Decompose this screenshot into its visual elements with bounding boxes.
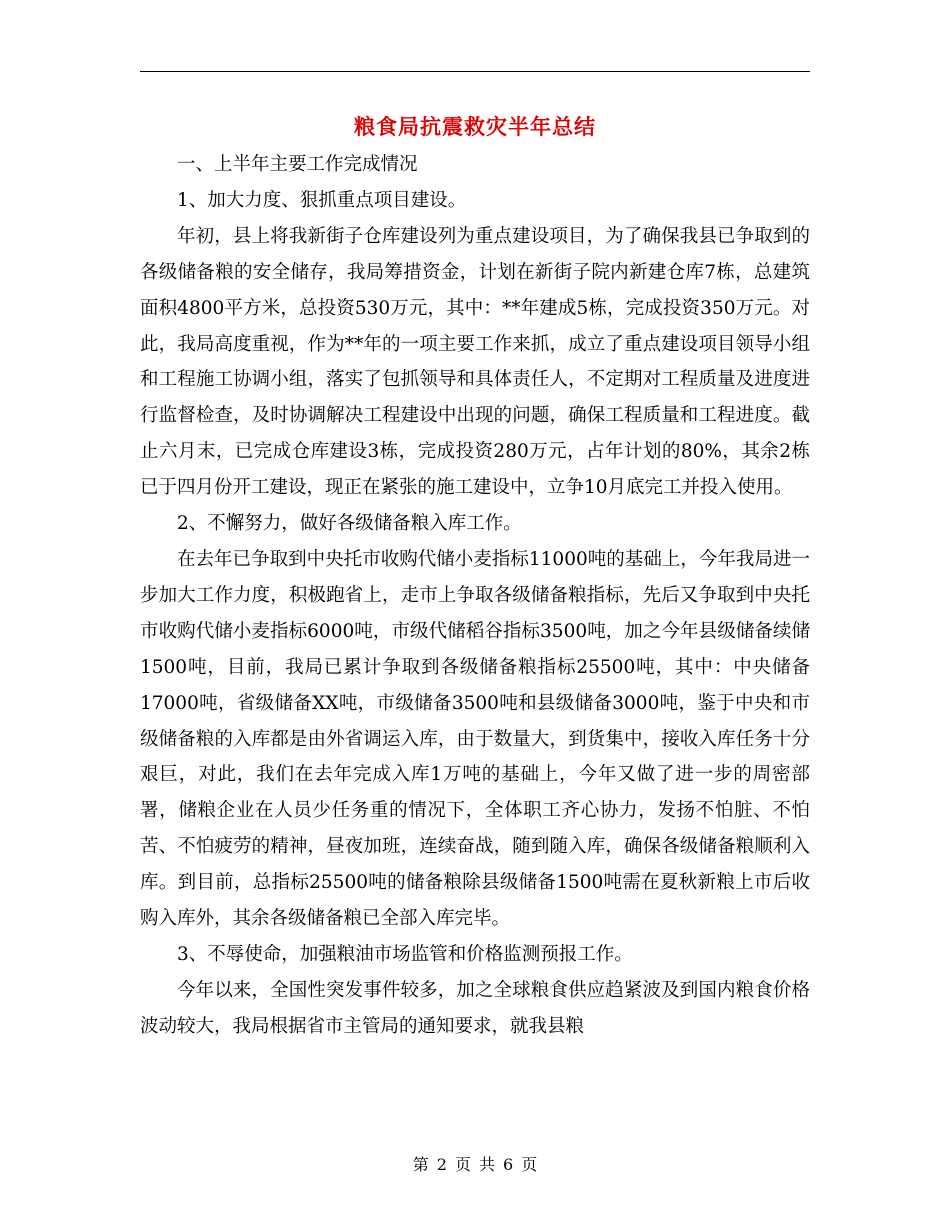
page-prefix: 第: [412, 1155, 429, 1174]
subsection-heading: 2、不懈努力，做好各级储备粮入库工作。: [177, 513, 522, 535]
page-number: 2: [436, 1155, 447, 1174]
body-paragraph: 今年以来，全国性突发事件较多，加之全球粮食供应趋紧波及到国内粮食价格波动较大，我局根据省市主管局的通知要求，就我县粮: [140, 979, 810, 1037]
section-heading: 一、上半年主要工作完成情况: [177, 154, 418, 175]
subsection-heading: 3、不辱使命，加强粮油市场监管和价格监测预报工作。: [177, 943, 633, 965]
page-word: 页: [454, 1155, 471, 1174]
document-body: [140, 147, 810, 1045]
subsection-heading: 1、加大力度、狠抓重点项目建设。: [177, 189, 467, 211]
total-suffix: 页: [521, 1155, 538, 1174]
header-rule: [140, 71, 810, 72]
document-title: 粮食局抗震救灾半年总结: [354, 114, 596, 139]
body-paragraph: 年初，县上将我新街子仓库建设列为重点建设项目，为了确保我县已争取到的各级储备粮的安全储存，我局筹措资金，计划在新街子院内新建仓库7栋，总建筑面积4800平方米，总投资530万元，其中：**年建成5栋，完成投资350万元。对此，我局高度重视，作为**年的一项主要工作来抓，成立了重点建设项目领导小组和工程施工协调小组，落实了包抓领导和具体责任人，不定期对工程质量及进度进行监督检查，及时协调解决工程建设中出现的问题，确保工程质量和工程进度。截止六月末，已完成仓库建设3栋，完成投资280万元，占年计划的80%，其余2栋已于四月份开工建设，现正在紧张的施工建设中，立争10月底完工并投入使用。: [140, 225, 810, 499]
body-paragraph: 在去年已争取到中央托市收购代储小麦指标11000吨的基础上，今年我局进一步加大工作力度，积极跑省上，走市上争取各级储备粮指标，先后又争取到中央托市收购代储小麦指标6000吨，市级代储稻谷指标3500吨，加之今年县级储备续储1500吨，目前，我局已累计争取到各级储备粮指标25500吨，其中：中央储备17000吨，省级储备XX吨，市级储备3500吨和县级储备3000吨，鉴于中央和市级储备粮的入库都是由外省调运入库，由于数量大，到货集中，接收入库任务十分艰巨，对此，我们在去年完成入库1万吨的基础上，今年又做了进一步的周密部署，储粮企业在人员少任务重的情况下，全体职工齐心协力，发扬不怕脏、不怕苦、不怕疲劳的精神，昼夜加班，连续奋战，随到随入库，确保各级储备粮顺利入库。到目前，总指标25500吨的储备粮除县级储备1500吨需在夏秋新粮上市后收购入库外，其余各级储备粮已全部入库完毕。: [140, 548, 810, 930]
total-pages: 6: [503, 1155, 514, 1174]
total-word: 共: [479, 1155, 496, 1174]
page-footer: [0, 1153, 950, 1177]
